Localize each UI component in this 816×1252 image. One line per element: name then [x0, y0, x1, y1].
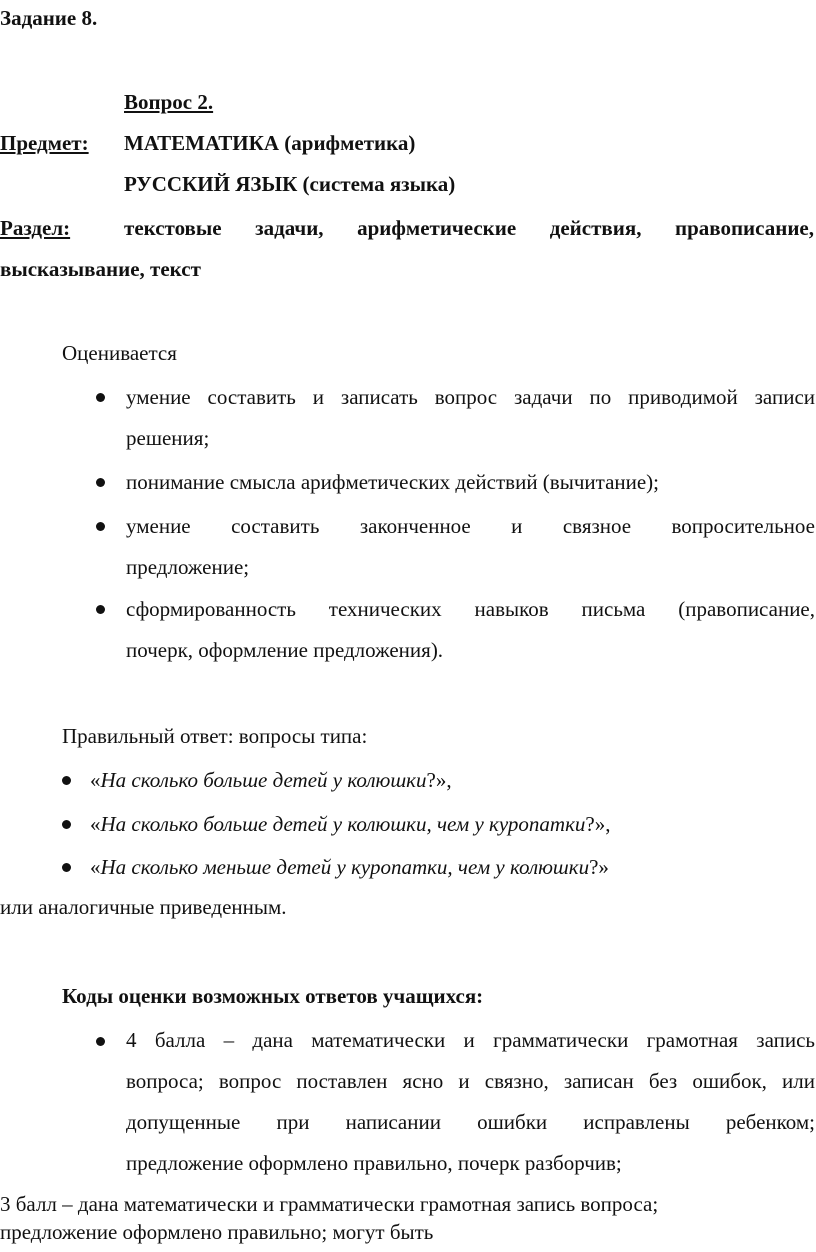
section-text-line-1: текстовые задачи, арифметические действия, правописание, [124, 216, 814, 240]
subject-label: Предмет: [0, 131, 89, 155]
answer-heading: Правильный ответ: вопросы типа: [62, 724, 368, 748]
subject-line-2: РУССКИЙ ЯЗЫК (система языка) [124, 172, 456, 196]
answer-example-1: «На сколько больше детей у колюшки?», [90, 768, 452, 792]
code-3-line-1: 3 балл – дана математически и грамматически грамотная запись вопроса; [0, 1192, 659, 1216]
assessed-item-4-line-1: сформированность технических навыков письма (правописание, [126, 597, 815, 621]
assessed-item-3-line-1: умение составить законченное и связное вопросительное [126, 514, 815, 538]
codes-heading: Коды оценки возможных ответов учащихся: [62, 984, 484, 1008]
subject-line-1: МАТЕМАТИКА (арифметика) [124, 131, 416, 155]
answer-footer: или аналогичные приведенным. [0, 895, 287, 919]
assessed-item-4-line-2: почерк, оформление предложения). [126, 638, 444, 662]
bullet-icon [62, 863, 71, 872]
code-3-line-2: предложение оформлено правильно; могут быть [0, 1220, 434, 1244]
code-4-line-2: вопроса; вопрос поставлен ясно и связно, записан без ошибок, или [126, 1069, 815, 1093]
assessed-heading: Оценивается [62, 341, 177, 365]
bullet-icon [62, 776, 71, 785]
answer-example-3: «На сколько меньше детей у куропатки, чем у колюшки?» [90, 855, 609, 879]
bullet-icon [62, 820, 71, 829]
bullet-icon [96, 1037, 105, 1046]
code-4-line-4: предложение оформлено правильно, почерк разборчив; [126, 1151, 622, 1175]
bullet-icon [96, 522, 105, 531]
bullet-icon [96, 478, 105, 487]
section-label: Раздел: [0, 216, 71, 240]
answer-example-2: «На сколько больше детей у колюшки, чем у куропатки?», [90, 812, 611, 836]
code-4-line-3: допущенные при написании ошибки исправлены ребенком; [126, 1110, 815, 1134]
assessed-item-3-line-2: предложение; [126, 555, 250, 579]
assessed-item-2-line-1: понимание смысла арифметических действий (вычитание); [126, 470, 660, 494]
bullet-icon [96, 393, 105, 402]
question-label: Вопрос 2. [124, 90, 214, 114]
assessed-item-1-line-1: умение составить и записать вопрос задачи по приводимой записи [126, 385, 815, 409]
assessed-item-1-line-2: решения; [126, 426, 210, 450]
code-4-line-1: 4 балла – дана математически и грамматически грамотная запись [126, 1028, 815, 1052]
section-text-line-2: высказывание, текст [0, 257, 201, 281]
bullet-icon [96, 605, 105, 614]
task-title: Задание 8. [0, 6, 98, 30]
